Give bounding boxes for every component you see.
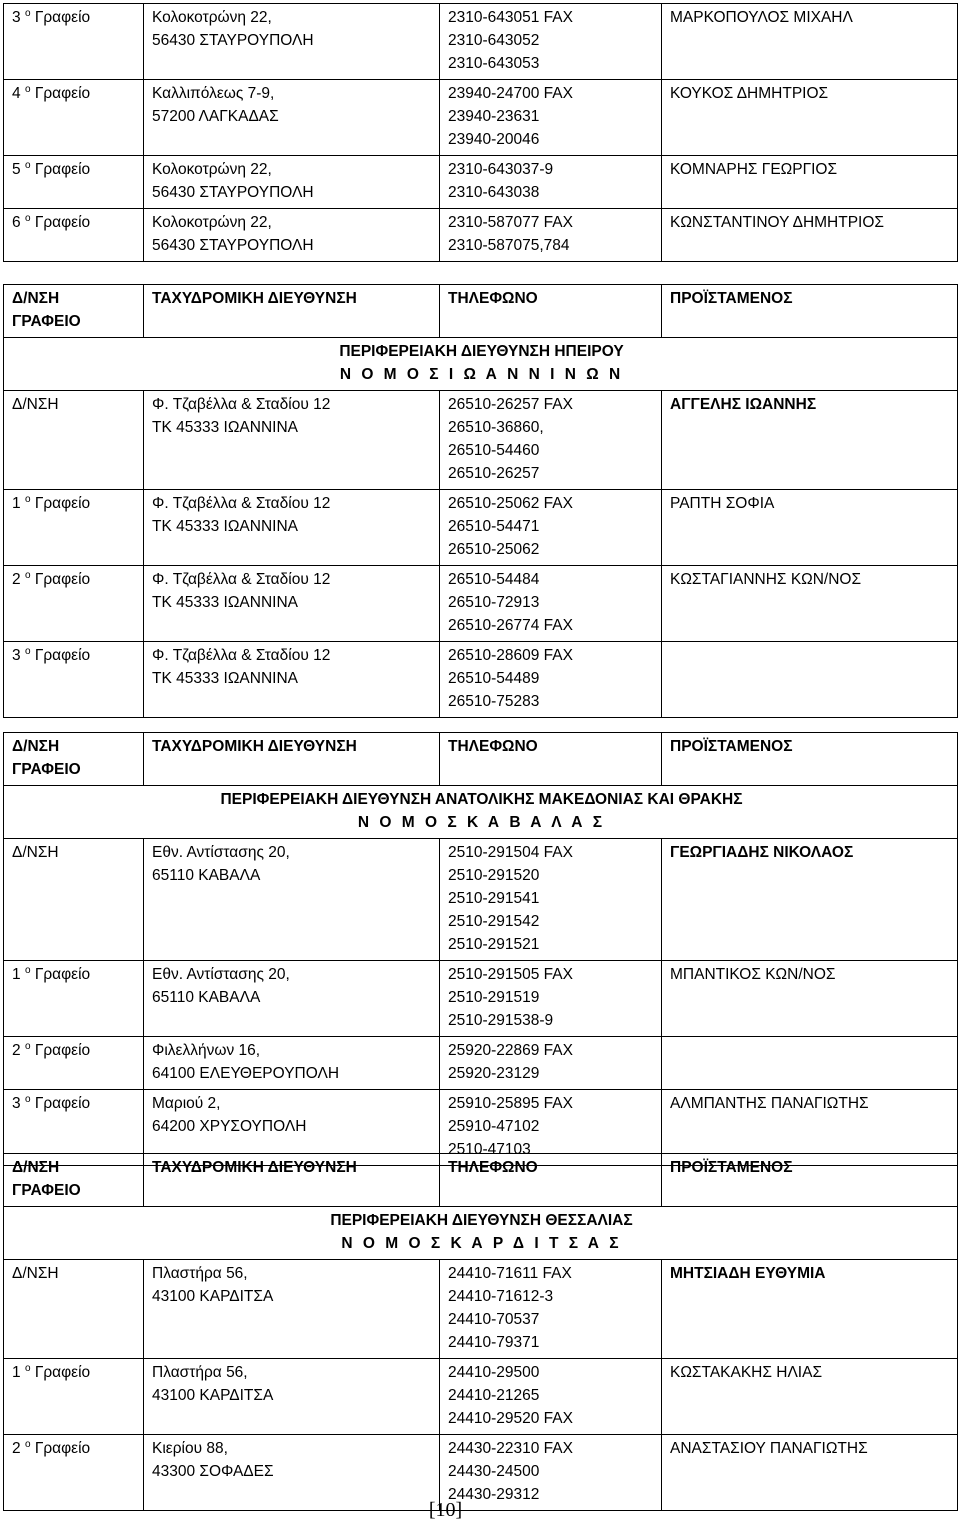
office-cell [4, 4, 144, 80]
head-cell [662, 391, 958, 490]
office-row [4, 80, 958, 156]
head-cell [662, 1037, 958, 1090]
head-name: ΜΑΡΚΟΠΟΥΛΟΣ ΜΙΧΑΗΛ [670, 9, 853, 26]
phone-number: 26510-75283 [448, 693, 540, 710]
address-line: Φιλελλήνων 16, [152, 1042, 261, 1059]
prefecture-title: Ν Ο Μ Ο Σ Κ Α Ρ Δ Ι Τ Σ Α Σ [341, 1235, 622, 1252]
office-cell [4, 1260, 144, 1359]
phone-number: 24410-70537 [448, 1311, 540, 1328]
header-phone: ΤΗΛΕΦΩΝΟ [440, 1154, 662, 1207]
office-ordinal: ο [24, 494, 31, 505]
address-line: ΤΚ 45333 ΙΩΑΝΝΙΝΑ [152, 518, 298, 535]
phone-number: 2510-47103 [448, 1141, 531, 1158]
head-name: ΡΑΠΤΗ ΣΟΦΙΑ [670, 495, 775, 512]
office-row [4, 209, 958, 262]
office-number: 4 [12, 85, 21, 102]
phone-number: 2510-291541 [448, 890, 540, 907]
office-cell [4, 391, 144, 490]
phone-number: 26510-36860, [448, 419, 544, 436]
address-line: 43100 ΚΑΡΔΙΤΣΑ [152, 1387, 274, 1404]
phone-number: 25910-47102 [448, 1118, 540, 1135]
office-number: Δ/ΝΣΗ [12, 1265, 59, 1282]
phone-number: 26510-26257 [448, 465, 540, 482]
phone-number: 26510-25062 FAX [448, 495, 573, 512]
head-name: ΚΟΜΝΑΡΗΣ ΓΕΩΡΓΙΟΣ [670, 161, 838, 178]
phone-number: 2310-587077 FAX [448, 214, 573, 231]
address-line: 43100 ΚΑΡΔΙΤΣΑ [152, 1288, 274, 1305]
address-line: Φ. Τζαβέλλα & Σταδίου 12 [152, 647, 331, 664]
region-title: ΠΕΡΙΦΕΡΕΙΑΚΗ ΔΙΕΥΘΥΝΣΗ ΑΝΑΤΟΛΙΚΗΣ ΜΑΚΕΔΟΝΙΑΣ ΚΑΙ ΘΡΑΚΗΣ Ν Ο Μ Ο Σ Κ Α Β Α Λ Α Σ [4, 786, 958, 839]
office-cell [4, 839, 144, 961]
phone-cell [440, 1359, 662, 1435]
office-row [4, 642, 958, 718]
header-row [4, 285, 958, 338]
office-word: Γραφείο [34, 214, 91, 231]
header-phone: ΤΗΛΕΦΩΝΟ [440, 733, 662, 786]
address-cell [144, 642, 440, 718]
address-line: 56430 ΣΤΑΥΡΟΥΠΟΛΗ [152, 32, 314, 49]
office-word: Γραφείο [34, 571, 91, 588]
head-cell [662, 839, 958, 961]
address-cell [144, 156, 440, 209]
address-line: ΤΚ 45333 ΙΩΑΝΝΙΝΑ [152, 670, 298, 687]
office-number: 3 [12, 9, 21, 26]
office-cell [4, 80, 144, 156]
head-name: ΑΓΓΕΛΗΣ ΙΩΑΝΝΗΣ [670, 396, 817, 413]
office-number: 1 [12, 966, 21, 983]
head-name: ΑΝΑΣΤΑΣΙΟΥ ΠΑΝΑΓΙΩΤΗΣ [670, 1440, 868, 1457]
office-word: Γραφείο [34, 1095, 91, 1112]
address-line: ΤΚ 45333 ΙΩΑΝΝΙΝΑ [152, 419, 298, 436]
office-row [4, 1359, 958, 1435]
office-ordinal: ο [24, 646, 31, 657]
office-cell [4, 490, 144, 566]
region-row [4, 1207, 958, 1260]
office-ordinal: ο [24, 8, 31, 19]
office-word: Γραφείο [34, 161, 91, 178]
office-number: 1 [12, 495, 21, 512]
address-line: Πλαστήρα 56, [152, 1364, 248, 1381]
phone-number: 25910-25895 FAX [448, 1095, 573, 1112]
office-row [4, 156, 958, 209]
address-cell [144, 490, 440, 566]
head-name: ΚΟΥΚΟΣ ΔΗΜΗΤΡΙΟΣ [670, 85, 829, 102]
address-line: 56430 ΣΤΑΥΡΟΥΠΟΛΗ [152, 237, 314, 254]
office-ordinal: ο [24, 1094, 31, 1105]
office-number: 2 [12, 1042, 21, 1059]
header-row [4, 733, 958, 786]
office-ordinal: ο [24, 965, 31, 976]
prefecture-title: Ν Ο Μ Ο Σ Ι Ω Α Ν Ν Ι Ν Ω Ν [339, 366, 624, 383]
head-cell [662, 4, 958, 80]
phone-number: 26510-72913 [448, 594, 540, 611]
office-number: 5 [12, 161, 21, 178]
region-title: ΠΕΡΙΦΕΡΕΙΑΚΗ ΔΙΕΥΘΥΝΣΗ ΗΠΕΙΡΟΥ Ν Ο Μ Ο Σ Ι Ω Α Ν Ν Ι Ν Ω Ν [4, 338, 958, 391]
address-cell [144, 1359, 440, 1435]
phone-number: 24410-71611 FAX [448, 1265, 572, 1282]
head-name: ΓΕΩΡΓΙΑΔΗΣ ΝΙΚΟΛΑΟΣ [670, 844, 854, 861]
phone-number: 23940-23631 [448, 108, 540, 125]
head-name: ΚΩΣΤΑΚΑΚΗΣ ΗΛΙΑΣ [670, 1364, 823, 1381]
office-cell [4, 156, 144, 209]
office-ordinal: ο [24, 1439, 31, 1450]
address-line: 64100 ΕΛΕΥΘΕΡΟΥΠΟΛΗ [152, 1065, 340, 1082]
address-line: 64200 ΧΡΥΣΟΥΠΟΛΗ [152, 1118, 307, 1135]
header-head: ΠΡΟΪΣΤΑΜΕΝΟΣ [662, 1154, 958, 1207]
address-line: Φ. Τζαβέλλα & Σταδίου 12 [152, 571, 331, 588]
page-number: [10] [428, 1499, 463, 1521]
header-head: ΠΡΟΪΣΤΑΜΕΝΟΣ [662, 285, 958, 338]
address-line: Φ. Τζαβέλλα & Σταδίου 12 [152, 396, 331, 413]
phone-number: 26510-28609 FAX [448, 647, 573, 664]
address-line: Φ. Τζαβέλλα & Σταδίου 12 [152, 495, 331, 512]
phone-cell [440, 839, 662, 961]
head-cell [662, 80, 958, 156]
office-ordinal: ο [24, 160, 31, 171]
phone-number: 23940-24700 FAX [448, 85, 573, 102]
phone-cell [440, 156, 662, 209]
head-cell [662, 209, 958, 262]
address-line: Πλαστήρα 56, [152, 1265, 248, 1282]
address-line: 57200 ΛΑΓΚΑΔΑΣ [152, 108, 279, 125]
office-word: Γραφείο [34, 9, 91, 26]
office-word: Γραφείο [34, 1440, 91, 1457]
phone-number: 2510-291538-9 [448, 1012, 554, 1029]
address-cell [144, 80, 440, 156]
phone-number: 24410-21265 [448, 1387, 540, 1404]
office-number: 3 [12, 647, 21, 664]
office-word: Γραφείο [34, 1364, 91, 1381]
phone-number: 25920-23129 [448, 1065, 540, 1082]
region-row [4, 786, 958, 839]
address-line: Κολοκοτρώνη 22, [152, 214, 272, 231]
phone-number: 2510-291542 [448, 913, 540, 930]
office-word: Γραφείο [34, 966, 91, 983]
office-word: Γραφείο [34, 1042, 91, 1059]
phone-cell [440, 642, 662, 718]
phone-number: 26510-25062 [448, 541, 540, 558]
phone-number: 26510-26257 FAX [448, 396, 573, 413]
address-line: ΤΚ 45333 ΙΩΑΝΝΙΝΑ [152, 594, 298, 611]
office-number: 2 [12, 571, 21, 588]
phone-number: 24430-22310 FAX [448, 1440, 573, 1457]
phone-number: 2310-643037-9 [448, 161, 554, 178]
phone-number: 2510-291504 FAX [448, 844, 573, 861]
phone-cell [440, 4, 662, 80]
address-cell [144, 209, 440, 262]
office-cell [4, 566, 144, 642]
office-word: Γραφείο [34, 85, 91, 102]
office-cell [4, 642, 144, 718]
head-cell [662, 1359, 958, 1435]
address-line: 65110 ΚΑΒΑΛΑ [152, 989, 261, 1006]
address-line: Κιερίου 88, [152, 1440, 228, 1457]
phone-cell [440, 1037, 662, 1090]
phone-number: 26510-26774 FAX [448, 617, 573, 634]
header-address: ΤΑΧΥΔΡΟΜΙΚΗ ΔΙΕΥΘΥΝΣΗ [144, 733, 440, 786]
office-row [4, 961, 958, 1037]
office-number: 6 [12, 214, 21, 231]
head-name: ΜΗΤΣΙΑΔΗ ΕΥΘΥΜΙΑ [670, 1265, 826, 1282]
head-cell [662, 961, 958, 1037]
office-cell [4, 961, 144, 1037]
office-number: 2 [12, 1440, 21, 1457]
phone-number: 2310-643038 [448, 184, 540, 201]
phone-number: 24430-24500 [448, 1463, 540, 1480]
office-number: 3 [12, 1095, 21, 1112]
address-line: Καλλιπόλεως 7-9, [152, 85, 275, 102]
phone-cell [440, 566, 662, 642]
office-ordinal: ο [24, 213, 31, 224]
office-row [4, 1260, 958, 1359]
address-line: 43300 ΣΟΦΑΔΕΣ [152, 1463, 274, 1480]
header-row [4, 1154, 958, 1207]
header-address: ΤΑΧΥΔΡΟΜΙΚΗ ΔΙΕΥΘΥΝΣΗ [144, 1154, 440, 1207]
directory-table-east-macedonia-thrace [3, 732, 958, 1166]
phone-number: 24410-71612-3 [448, 1288, 554, 1305]
address-cell [144, 961, 440, 1037]
phone-cell [440, 209, 662, 262]
phone-number: 2510-291519 [448, 989, 540, 1006]
office-number: 1 [12, 1364, 21, 1381]
header-head: ΠΡΟΪΣΤΑΜΕΝΟΣ [662, 733, 958, 786]
prefecture-title: Ν Ο Μ Ο Σ Κ Α Β Α Λ Α Σ [357, 814, 606, 831]
address-line: Κολοκοτρώνη 22, [152, 9, 272, 26]
address-line: Εθν. Αντίστασης 20, [152, 844, 290, 861]
office-row [4, 1037, 958, 1090]
head-cell [662, 490, 958, 566]
header-office: Δ/ΝΣΗ ΓΡΑΦΕΙΟ [4, 1154, 144, 1207]
address-line: 65110 ΚΑΒΑΛΑ [152, 867, 261, 884]
phone-number: 26510-54471 [448, 518, 540, 535]
office-cell [4, 209, 144, 262]
head-cell [662, 156, 958, 209]
header-address: ΤΑΧΥΔΡΟΜΙΚΗ ΔΙΕΥΘΥΝΣΗ [144, 285, 440, 338]
directory-table-epirus [3, 284, 958, 718]
header-phone: ΤΗΛΕΦΩΝΟ [440, 285, 662, 338]
office-word: Γραφείο [34, 647, 91, 664]
phone-number: 2310-587075,784 [448, 237, 570, 254]
phone-number: 2510-291521 [448, 936, 540, 953]
office-word: Γραφείο [34, 495, 91, 512]
address-line: Εθν. Αντίστασης 20, [152, 966, 290, 983]
phone-number: 23940-20046 [448, 131, 540, 148]
address-cell [144, 1037, 440, 1090]
office-cell [4, 1359, 144, 1435]
directory-table-thessaly [3, 1153, 958, 1511]
head-name: ΑΛΜΠΑΝΤΗΣ ΠΑΝΑΓΙΩΤΗΣ [670, 1095, 869, 1112]
phone-number: 25920-22869 FAX [448, 1042, 573, 1059]
phone-cell [440, 391, 662, 490]
address-line: Κολοκοτρώνη 22, [152, 161, 272, 178]
head-cell [662, 1260, 958, 1359]
phone-number: 26510-54460 [448, 442, 540, 459]
office-ordinal: ο [24, 1041, 31, 1052]
office-row [4, 839, 958, 961]
office-ordinal: ο [24, 1363, 31, 1374]
phone-number: 2510-291505 FAX [448, 966, 573, 983]
office-ordinal: ο [24, 84, 31, 95]
region-row [4, 338, 958, 391]
phone-number: 26510-54489 [448, 670, 540, 687]
header-office: Δ/ΝΣΗ ΓΡΑΦΕΙΟ [4, 285, 144, 338]
phone-cell [440, 1260, 662, 1359]
office-cell [4, 1037, 144, 1090]
head-name: ΜΠΑΝΤΙΚΟΣ ΚΩΝ/ΝΟΣ [670, 966, 836, 983]
head-cell [662, 566, 958, 642]
directory-table-continuation [3, 3, 958, 262]
phone-cell [440, 961, 662, 1037]
office-row [4, 391, 958, 490]
phone-cell [440, 490, 662, 566]
phone-number: 24430-29312 [448, 1486, 540, 1503]
office-row [4, 4, 958, 80]
header-office: Δ/ΝΣΗ ΓΡΑΦΕΙΟ [4, 733, 144, 786]
phone-number: 24410-79371 [448, 1334, 540, 1351]
phone-number: 2510-291520 [448, 867, 540, 884]
address-cell [144, 566, 440, 642]
office-number: Δ/ΝΣΗ [12, 396, 59, 413]
address-line: Μαριού 2, [152, 1095, 221, 1112]
address-cell [144, 4, 440, 80]
phone-number: 26510-54484 [448, 571, 540, 588]
office-number: Δ/ΝΣΗ [12, 844, 59, 861]
phone-number: 2310-643051 FAX [448, 9, 573, 26]
region-title: ΠΕΡΙΦΕΡΕΙΑΚΗ ΔΙΕΥΘΥΝΣΗ ΘΕΣΣΑΛΙΑΣ Ν Ο Μ Ο Σ Κ Α Ρ Δ Ι Τ Σ Α Σ [4, 1207, 958, 1260]
phone-number: 24410-29520 FAX [448, 1410, 573, 1427]
head-cell [662, 642, 958, 718]
office-ordinal: ο [24, 570, 31, 581]
phone-cell [440, 80, 662, 156]
office-row [4, 566, 958, 642]
address-cell [144, 391, 440, 490]
phone-number: 24410-29500 [448, 1364, 540, 1381]
address-line: 56430 ΣΤΑΥΡΟΥΠΟΛΗ [152, 184, 314, 201]
phone-number: 2310-643052 [448, 32, 540, 49]
address-cell [144, 839, 440, 961]
phone-number: 2310-643053 [448, 55, 540, 72]
head-name: ΚΩΝΣΤΑΝΤΙΝΟΥ ΔΗΜΗΤΡΙΟΣ [670, 214, 884, 231]
head-name: ΚΩΣΤΑΓΙΑΝΝΗΣ ΚΩΝ/ΝΟΣ [670, 571, 862, 588]
office-row [4, 490, 958, 566]
address-cell [144, 1260, 440, 1359]
